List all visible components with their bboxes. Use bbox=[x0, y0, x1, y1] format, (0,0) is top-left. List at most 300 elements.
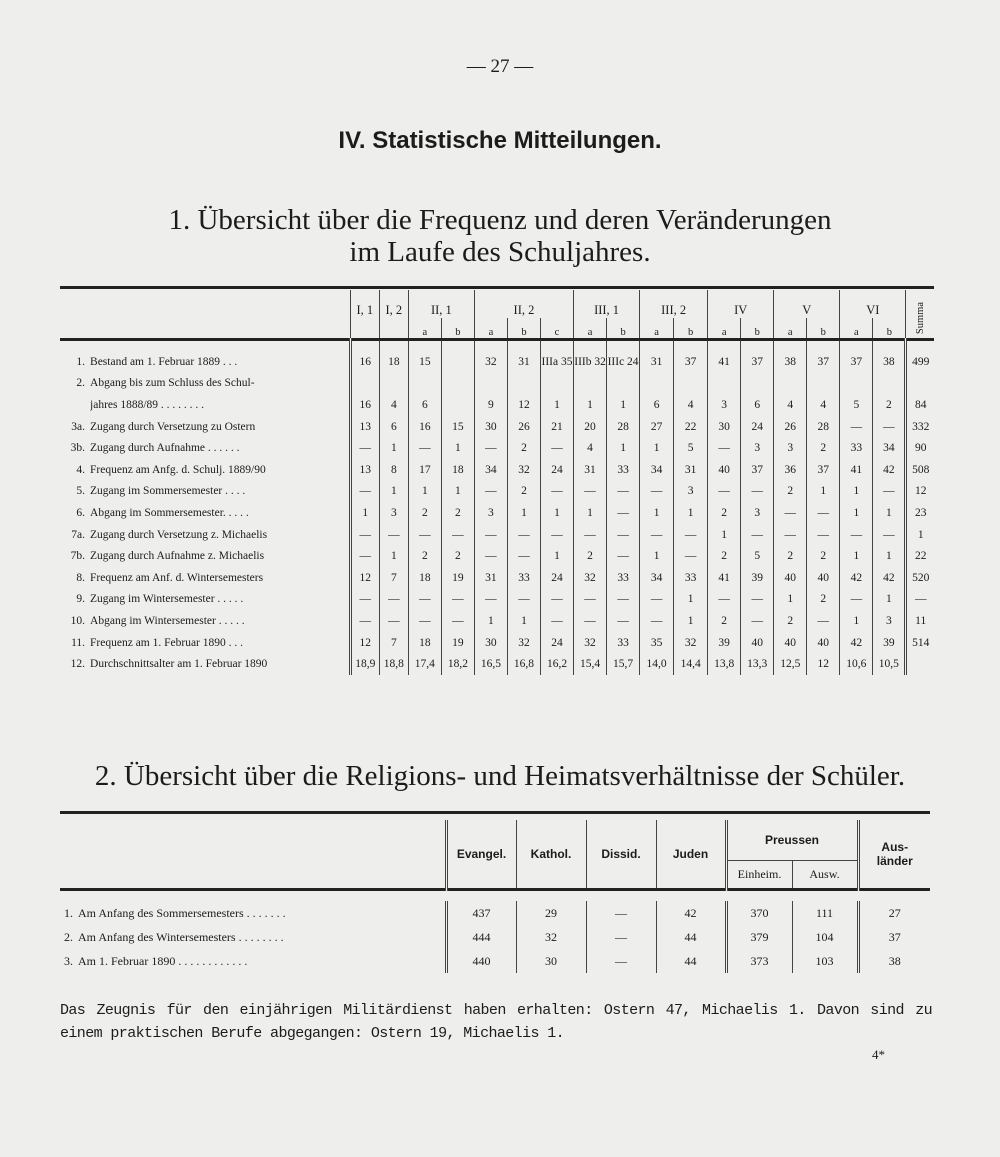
table-cell: 10,6 bbox=[840, 653, 873, 675]
col-juden: Juden bbox=[656, 820, 726, 890]
col-V: V bbox=[774, 290, 840, 318]
table-cell: 3 bbox=[379, 502, 408, 524]
table-row bbox=[60, 653, 934, 675]
table-cell: 3 bbox=[873, 610, 906, 632]
table-cell: — bbox=[379, 589, 408, 611]
table-cell: 41 bbox=[840, 459, 873, 481]
col-IV: IV bbox=[708, 290, 774, 318]
signature-mark: 4* bbox=[872, 1047, 885, 1062]
table-cell: 1 bbox=[408, 481, 441, 503]
table-cell: 4 bbox=[379, 394, 408, 416]
table-row bbox=[60, 437, 934, 459]
table-cell: — bbox=[674, 524, 708, 546]
table-cell: 1 bbox=[441, 481, 474, 503]
table-cell bbox=[379, 373, 408, 395]
table-cell: 4 bbox=[807, 394, 840, 416]
subheader-cell: b bbox=[441, 318, 474, 340]
table-cell: 2 bbox=[807, 589, 840, 611]
table-cell: 32 bbox=[507, 459, 540, 481]
table-cell: 84 bbox=[906, 394, 934, 416]
table-cell bbox=[640, 373, 674, 395]
table-cell: 1 bbox=[873, 589, 906, 611]
table-cell: 6 bbox=[741, 394, 774, 416]
table-row bbox=[60, 340, 934, 373]
table-cell: 16,2 bbox=[540, 653, 573, 675]
table-cell: — bbox=[840, 589, 873, 611]
table-cell: 31 bbox=[507, 340, 540, 373]
table-cell: 2 bbox=[774, 545, 807, 567]
section1-title-line2: im Laufe des Schuljahres. bbox=[349, 236, 651, 268]
table-cell: — bbox=[807, 502, 840, 524]
table-cell: 499 bbox=[906, 340, 934, 373]
table-cell: — bbox=[607, 502, 640, 524]
table-cell: 440 bbox=[446, 949, 516, 973]
table-cell: 1 bbox=[607, 394, 640, 416]
row-label: Am 1. Februar 1890 . . . . . . . . . . . . bbox=[78, 953, 248, 968]
table-cell: 1 bbox=[474, 610, 507, 632]
table-cell: 9 bbox=[474, 394, 507, 416]
table-cell: 444 bbox=[446, 925, 516, 949]
table-cell: 1 bbox=[840, 610, 873, 632]
table-cell: 13 bbox=[350, 459, 379, 481]
table-cell: 32 bbox=[516, 925, 586, 949]
table-cell bbox=[774, 373, 807, 395]
table-cell: 1 bbox=[873, 545, 906, 567]
table-cell: — bbox=[379, 524, 408, 546]
table-cell: 1 bbox=[640, 545, 674, 567]
row-label: Zugang durch Versetzung zu Ostern bbox=[90, 420, 256, 433]
table-cell: 103 bbox=[792, 949, 858, 973]
table-cell bbox=[906, 653, 934, 675]
table-cell: 38 bbox=[858, 949, 930, 973]
table-cell: 1 bbox=[507, 502, 540, 524]
table-cell: 1 bbox=[873, 502, 906, 524]
table-cell: — bbox=[574, 610, 607, 632]
table-cell: 15,4 bbox=[574, 653, 607, 675]
row-number: 8. bbox=[76, 571, 86, 584]
table-cell: 2 bbox=[708, 610, 741, 632]
table-cell: 1 bbox=[607, 437, 640, 459]
table-cell: 12 bbox=[350, 632, 379, 654]
subheader-cell: b bbox=[507, 318, 540, 340]
table-cell: 2 bbox=[708, 502, 741, 524]
table-cell: — bbox=[708, 437, 741, 459]
table-row bbox=[60, 925, 930, 949]
table-cell: 2 bbox=[807, 437, 840, 459]
row-label: Abgang im Sommersemester. . . . . bbox=[90, 506, 249, 519]
table-cell: 29 bbox=[516, 901, 586, 925]
row-number: 7a. bbox=[71, 528, 86, 541]
table-cell: 1 bbox=[507, 610, 540, 632]
row-number: 2. bbox=[64, 929, 73, 944]
table-cell: 3 bbox=[708, 394, 741, 416]
table-cell: 22 bbox=[674, 416, 708, 438]
row-number: 11. bbox=[71, 636, 86, 649]
col-I1: I, 1 bbox=[350, 290, 379, 318]
table-cell: 17 bbox=[408, 459, 441, 481]
table-cell: 5 bbox=[674, 437, 708, 459]
table-row bbox=[60, 416, 934, 438]
table-cell: 6 bbox=[640, 394, 674, 416]
table-cell: — bbox=[607, 589, 640, 611]
table-cell: 18 bbox=[408, 567, 441, 589]
table2-top-rule bbox=[60, 811, 930, 814]
table-cell: 1 bbox=[540, 394, 573, 416]
table-cell: — bbox=[640, 481, 674, 503]
table-cell: — bbox=[708, 589, 741, 611]
table-cell: 1 bbox=[774, 589, 807, 611]
table-cell: 1 bbox=[574, 394, 607, 416]
table-cell: 4 bbox=[574, 437, 607, 459]
table-cell: 1 bbox=[674, 589, 708, 611]
table-cell: 39 bbox=[741, 567, 774, 589]
table-cell: — bbox=[741, 524, 774, 546]
row-number bbox=[60, 394, 90, 416]
table-row bbox=[60, 481, 934, 503]
table-cell: 1 bbox=[906, 524, 934, 546]
table-cell: — bbox=[408, 437, 441, 459]
table-cell: 2 bbox=[574, 545, 607, 567]
row-number: 1. bbox=[76, 355, 86, 368]
col-II1: II, 1 bbox=[408, 290, 474, 318]
col-auslaender: Aus- länder bbox=[858, 820, 930, 890]
table-cell bbox=[441, 340, 474, 373]
frequency-table bbox=[60, 290, 934, 675]
row-number: 3b. bbox=[70, 442, 86, 455]
table-cell: 30 bbox=[516, 949, 586, 973]
table-cell: 30 bbox=[474, 416, 507, 438]
table-cell: 13,3 bbox=[741, 653, 774, 675]
table-cell: — bbox=[840, 416, 873, 438]
col-VI: VI bbox=[840, 290, 906, 318]
subheader-cell bbox=[350, 318, 379, 340]
table-cell: 40 bbox=[774, 632, 807, 654]
table-cell: 5 bbox=[840, 394, 873, 416]
table-cell: — bbox=[350, 589, 379, 611]
table-cell: 41 bbox=[708, 340, 741, 373]
table-cell: 42 bbox=[873, 567, 906, 589]
table-cell: 1 bbox=[379, 481, 408, 503]
table-cell: — bbox=[350, 481, 379, 503]
subheader-cell: c bbox=[540, 318, 573, 340]
row-number: 9. bbox=[76, 593, 86, 606]
table-cell: 2 bbox=[774, 481, 807, 503]
table-cell: 520 bbox=[906, 567, 934, 589]
table-cell: — bbox=[586, 901, 656, 925]
table-cell: 16 bbox=[408, 416, 441, 438]
table-cell: 30 bbox=[474, 632, 507, 654]
table-cell bbox=[507, 373, 540, 395]
table-cell: 2 bbox=[507, 437, 540, 459]
col-III1: III, 1 bbox=[574, 290, 640, 318]
table-cell: 42 bbox=[656, 901, 726, 925]
table-cell: 18,9 bbox=[350, 653, 379, 675]
table-cell: 3 bbox=[741, 437, 774, 459]
table-cell: 14,4 bbox=[674, 653, 708, 675]
table-cell: — bbox=[906, 589, 934, 611]
table-cell: 21 bbox=[540, 416, 573, 438]
col-einheim: Einheim. bbox=[726, 861, 792, 890]
table-cell: — bbox=[507, 545, 540, 567]
col-III2: III, 2 bbox=[640, 290, 708, 318]
table-cell: — bbox=[640, 610, 674, 632]
table-cell: 15 bbox=[441, 416, 474, 438]
table-cell: 24 bbox=[540, 459, 573, 481]
table-cell bbox=[574, 373, 607, 395]
table-cell: 41 bbox=[708, 567, 741, 589]
table-cell: 24 bbox=[540, 567, 573, 589]
table-cell: — bbox=[408, 524, 441, 546]
table-cell: 3 bbox=[474, 502, 507, 524]
table-cell: 16,5 bbox=[474, 653, 507, 675]
table-cell: — bbox=[540, 589, 573, 611]
table-cell: — bbox=[873, 416, 906, 438]
table-cell: 111 bbox=[792, 901, 858, 925]
row-label: Am Anfang des Sommersemesters . . . . . . . bbox=[78, 905, 286, 920]
subheader-cell bbox=[60, 318, 90, 340]
table-cell: 34 bbox=[474, 459, 507, 481]
table-cell: — bbox=[507, 524, 540, 546]
table-cell: 2 bbox=[873, 394, 906, 416]
table-cell: 38 bbox=[873, 340, 906, 373]
table-cell: 12 bbox=[350, 567, 379, 589]
subheader-cell: b bbox=[607, 318, 640, 340]
table-cell: 24 bbox=[540, 632, 573, 654]
table-cell: 34 bbox=[640, 459, 674, 481]
table-cell: 40 bbox=[774, 567, 807, 589]
table-cell bbox=[441, 373, 474, 395]
table-cell: 39 bbox=[708, 632, 741, 654]
table-cell: 1 bbox=[379, 545, 408, 567]
subheader-cell: a bbox=[840, 318, 873, 340]
table-cell: IIIc 24 bbox=[607, 340, 640, 373]
table-cell bbox=[607, 373, 640, 395]
table-cell: 32 bbox=[474, 340, 507, 373]
row-label: Frequenz am Anf. d. Wintersemesters bbox=[90, 571, 264, 584]
table-cell: — bbox=[350, 437, 379, 459]
table-cell: 2 bbox=[408, 545, 441, 567]
table-cell: 44 bbox=[656, 925, 726, 949]
col-kathol: Kathol. bbox=[516, 820, 586, 890]
table-cell: 40 bbox=[741, 632, 774, 654]
table-cell: 2 bbox=[441, 545, 474, 567]
subheader-cell: b bbox=[741, 318, 774, 340]
row-label: Frequenz am 1. Februar 1890 . . . bbox=[90, 636, 244, 649]
table-cell: — bbox=[408, 589, 441, 611]
table-cell: — bbox=[540, 610, 573, 632]
table-cell: — bbox=[540, 524, 573, 546]
table-row bbox=[60, 502, 934, 524]
table-cell: 12 bbox=[507, 394, 540, 416]
table-cell: — bbox=[741, 589, 774, 611]
table-cell bbox=[873, 373, 906, 395]
col-summa: Summa bbox=[906, 290, 934, 340]
table-cell bbox=[540, 373, 573, 395]
table-cell: 18 bbox=[441, 459, 474, 481]
table-cell: 27 bbox=[858, 901, 930, 925]
table-cell: 2 bbox=[441, 502, 474, 524]
table-cell: 33 bbox=[840, 437, 873, 459]
table-cell: 27 bbox=[640, 416, 674, 438]
table-cell: — bbox=[873, 524, 906, 546]
subheader-cell: a bbox=[774, 318, 807, 340]
table-cell: 104 bbox=[792, 925, 858, 949]
col-I2: I, 2 bbox=[379, 290, 408, 318]
table-cell: — bbox=[774, 502, 807, 524]
table-cell: 7 bbox=[379, 567, 408, 589]
table-cell: — bbox=[408, 610, 441, 632]
table-cell: 18 bbox=[379, 340, 408, 373]
table-cell: — bbox=[574, 481, 607, 503]
table-cell: 4 bbox=[774, 394, 807, 416]
table-cell: — bbox=[640, 524, 674, 546]
table-cell: — bbox=[441, 610, 474, 632]
table-cell: 17,4 bbox=[408, 653, 441, 675]
table-cell: 2 bbox=[507, 481, 540, 503]
table-row bbox=[60, 589, 934, 611]
military-service-note: Das Zeugnis für den einjährigen Militärdienst haben erhalten: Ostern 47, Michaelis 1. Davon sind zu einem praktischen Berufe abgegangen: Ostern 19, Michaelis 1. bbox=[60, 1002, 932, 1042]
table-cell: 12 bbox=[906, 481, 934, 503]
subheader-cell bbox=[379, 318, 408, 340]
table-cell: — bbox=[574, 589, 607, 611]
main-heading: IV. Statistische Mitteilungen. bbox=[338, 127, 662, 154]
table-cell: 1 bbox=[441, 437, 474, 459]
table-cell: — bbox=[474, 481, 507, 503]
table-cell: — bbox=[350, 545, 379, 567]
table-cell bbox=[674, 373, 708, 395]
table-cell: 10,5 bbox=[873, 653, 906, 675]
table-cell: 2 bbox=[807, 545, 840, 567]
section2-title: 2. Übersicht über die Religions- und Heimatsverhältnisse der Schüler. bbox=[94, 760, 906, 792]
table-cell: 3 bbox=[774, 437, 807, 459]
table-cell: 34 bbox=[640, 567, 674, 589]
subheader-cell: b bbox=[807, 318, 840, 340]
table-cell: 8 bbox=[379, 459, 408, 481]
subheader-cell: a bbox=[708, 318, 741, 340]
subheader-cell: a bbox=[640, 318, 674, 340]
row-label: Zugang im Wintersemester . . . . . bbox=[90, 593, 244, 606]
table-cell: — bbox=[350, 524, 379, 546]
table-cell: 31 bbox=[574, 459, 607, 481]
table-cell: 332 bbox=[906, 416, 934, 438]
row-label: jahres 1888/89 . . . . . . . . bbox=[90, 398, 205, 411]
row-label: Am Anfang des Wintersemesters . . . . . . . . bbox=[78, 929, 284, 944]
table1-top-rule bbox=[60, 286, 934, 289]
table-cell: 2 bbox=[774, 610, 807, 632]
table-cell: — bbox=[607, 545, 640, 567]
table-cell: — bbox=[607, 524, 640, 546]
table-cell: — bbox=[840, 524, 873, 546]
table-cell: 37 bbox=[807, 459, 840, 481]
table-cell: IIIa 35 bbox=[540, 340, 573, 373]
table-cell: 35 bbox=[640, 632, 674, 654]
table-cell: 2 bbox=[708, 545, 741, 567]
col-preussen: Preussen bbox=[726, 820, 858, 861]
religion-table bbox=[60, 820, 930, 973]
table-cell: 30 bbox=[708, 416, 741, 438]
table-cell: 7 bbox=[379, 632, 408, 654]
table-cell bbox=[350, 373, 379, 395]
table-cell: — bbox=[574, 524, 607, 546]
table-cell: 26 bbox=[507, 416, 540, 438]
table-cell bbox=[408, 373, 441, 395]
table-cell: — bbox=[586, 925, 656, 949]
table-cell: 22 bbox=[906, 545, 934, 567]
table-cell: 15,7 bbox=[607, 653, 640, 675]
subheader-cell: a bbox=[574, 318, 607, 340]
table-cell: 42 bbox=[873, 459, 906, 481]
table-cell: — bbox=[674, 545, 708, 567]
table-cell: 18 bbox=[408, 632, 441, 654]
table-cell: 31 bbox=[474, 567, 507, 589]
table-cell: 379 bbox=[726, 925, 792, 949]
table-row bbox=[60, 610, 934, 632]
table-cell: IIIb 32 bbox=[574, 340, 607, 373]
table-cell bbox=[840, 373, 873, 395]
table-cell: 19 bbox=[441, 567, 474, 589]
row-label: Frequenz am Anfg. d. Schulj. 1889/90 bbox=[90, 463, 266, 476]
row-label: Zugang durch Versetzung z. Michaelis bbox=[90, 528, 268, 541]
table-cell: 1 bbox=[640, 437, 674, 459]
table-row bbox=[60, 373, 934, 395]
table-row bbox=[60, 394, 934, 416]
table-cell: 514 bbox=[906, 632, 934, 654]
table-cell: 23 bbox=[906, 502, 934, 524]
table-row bbox=[60, 949, 930, 973]
row-number: 2. bbox=[76, 377, 86, 390]
table-cell bbox=[708, 373, 741, 395]
table-cell: — bbox=[640, 589, 674, 611]
row-label: Abgang bis zum Schluss des Schul- bbox=[90, 377, 255, 390]
table-row bbox=[60, 524, 934, 546]
table-cell: 12 bbox=[807, 653, 840, 675]
row-label: Zugang durch Aufnahme z. Michaelis bbox=[90, 550, 265, 563]
table-cell: 40 bbox=[807, 632, 840, 654]
table-cell: 2 bbox=[408, 502, 441, 524]
table-cell: — bbox=[474, 524, 507, 546]
table-cell: 3 bbox=[741, 502, 774, 524]
table-cell: 12,5 bbox=[774, 653, 807, 675]
table-cell bbox=[741, 373, 774, 395]
subheader-row bbox=[60, 318, 934, 340]
table-cell: 437 bbox=[446, 901, 516, 925]
row-number: 6. bbox=[76, 506, 86, 519]
row-label: Zugang durch Aufnahme . . . . . . bbox=[90, 442, 240, 455]
table-cell: 33 bbox=[674, 567, 708, 589]
row-label: Zugang im Sommersemester . . . . bbox=[90, 485, 246, 498]
table-cell: 37 bbox=[858, 925, 930, 949]
col-ausw: Ausw. bbox=[792, 861, 858, 890]
table-cell: 26 bbox=[774, 416, 807, 438]
row-label: Durchschnittsalter am 1. Februar 1890 bbox=[90, 658, 268, 671]
table-cell: 32 bbox=[674, 632, 708, 654]
table-cell: 508 bbox=[906, 459, 934, 481]
table-cell: — bbox=[708, 481, 741, 503]
table-cell: 37 bbox=[674, 340, 708, 373]
row-number: 1. bbox=[64, 905, 73, 920]
header-row bbox=[60, 290, 934, 318]
table-cell: 373 bbox=[726, 949, 792, 973]
table-cell: — bbox=[774, 524, 807, 546]
table-cell: 1 bbox=[640, 502, 674, 524]
table-cell: 20 bbox=[574, 416, 607, 438]
table-cell: 40 bbox=[708, 459, 741, 481]
table-cell: 37 bbox=[741, 459, 774, 481]
subheader-cell: b bbox=[674, 318, 708, 340]
table-cell: 1 bbox=[574, 502, 607, 524]
table-cell: 38 bbox=[774, 340, 807, 373]
table-cell: 11 bbox=[906, 610, 934, 632]
